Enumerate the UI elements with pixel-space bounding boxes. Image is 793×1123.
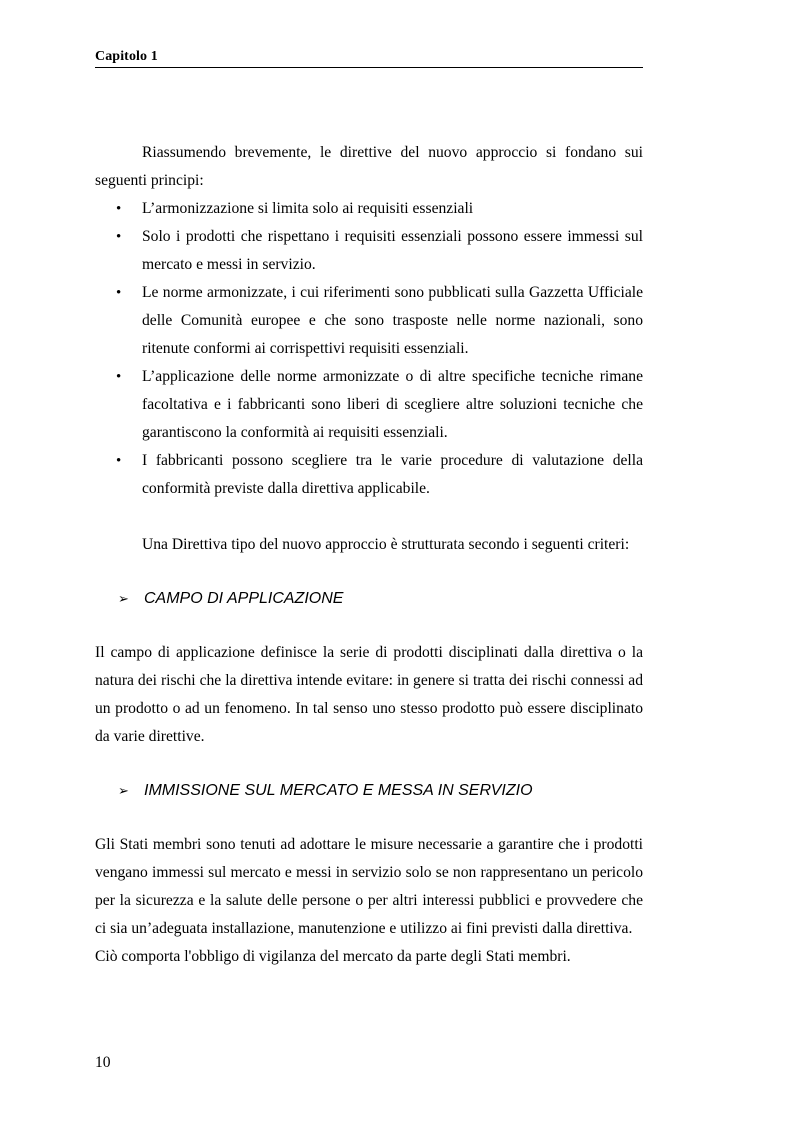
list-item-text: Le norme armonizzate, i cui riferimenti sono pubblicati sulla Gazzetta Ufficiale delle Comunità europee e che sono trasposte nelle norme nazionali, sono ritenute conformi ai corrispettivi requisiti essenziali. [142, 284, 643, 357]
list-item-text: L’applicazione delle norme armonizzate o di altre specifiche tecniche rimane facoltativa e i fabbricanti sono liberi di scegliere altre soluzioni tecniche che garantiscono la conformità ai requisiti essenziali. [142, 368, 643, 441]
page-header [95, 48, 643, 68]
section-heading-immissione [95, 777, 643, 805]
bullet-icon: • [116, 229, 122, 245]
list-item [95, 223, 643, 279]
list-item [95, 363, 643, 447]
arrow-bullet-icon: ➢ [118, 591, 129, 606]
page-content [95, 139, 643, 971]
section-paragraph: Ciò comporta l'obbligo di vigilanza del mercato da parte degli Stati membri. [95, 948, 571, 965]
list-item-text: I fabbricanti possono scegliere tra le varie procedure di valutazione della conformità previste dalla direttiva applicabile. [142, 452, 643, 497]
principles-list [95, 195, 643, 503]
intro-paragraph: Riassumendo brevemente, le direttive del nuovo approccio si fondano sui seguenti principi: [95, 144, 643, 189]
list-item [95, 447, 643, 503]
list-item-text: Solo i prodotti che rispettano i requisiti essenziali possono essere immessi sul mercato e messi in servizio. [142, 228, 643, 273]
section-heading-text: IMMISSIONE SUL MERCATO E MESSA IN SERVIZIO [144, 782, 533, 799]
bullet-icon: • [116, 285, 122, 301]
section-heading-text: CAMPO DI APPLICAZIONE [144, 590, 344, 607]
page-number: 10 [95, 1054, 111, 1071]
arrow-bullet-icon: ➢ [118, 783, 129, 798]
structure-intro: Una Direttiva tipo del nuovo approccio è strutturata secondo i seguenti criteri: [142, 536, 630, 553]
section-paragraph: Il campo di applicazione definisce la serie di prodotti disciplinati dalla direttiva o la natura dei rischi che la direttiva intende evitare: in genere si tratta dei rischi connessi ad un prodotto o ad un fenomeno. In tal senso uno stesso prodotto può essere disciplinato da varie direttive. [95, 644, 643, 745]
bullet-icon: • [116, 453, 122, 469]
list-item-text: L’armonizzazione si limita solo ai requisiti essenziali [142, 200, 474, 217]
chapter-title: Capitolo 1 [95, 49, 158, 64]
section-heading-campo [95, 585, 643, 613]
bullet-icon: • [116, 201, 122, 217]
bullet-icon: • [116, 369, 122, 385]
section-paragraph: Gli Stati membri sono tenuti ad adottare le misure necessarie a garantire che i prodotti vengano immessi sul mercato e messi in servizio solo se non rappresentano un pericolo per la sicurezza e la salute delle persone o per altri interessi pubblici e provvedere che ci sia un’adeguata installazione, manutenzione e utilizzo ai fini previsti dalla direttiva. [95, 836, 643, 937]
list-item [95, 279, 643, 363]
list-item [95, 195, 643, 223]
